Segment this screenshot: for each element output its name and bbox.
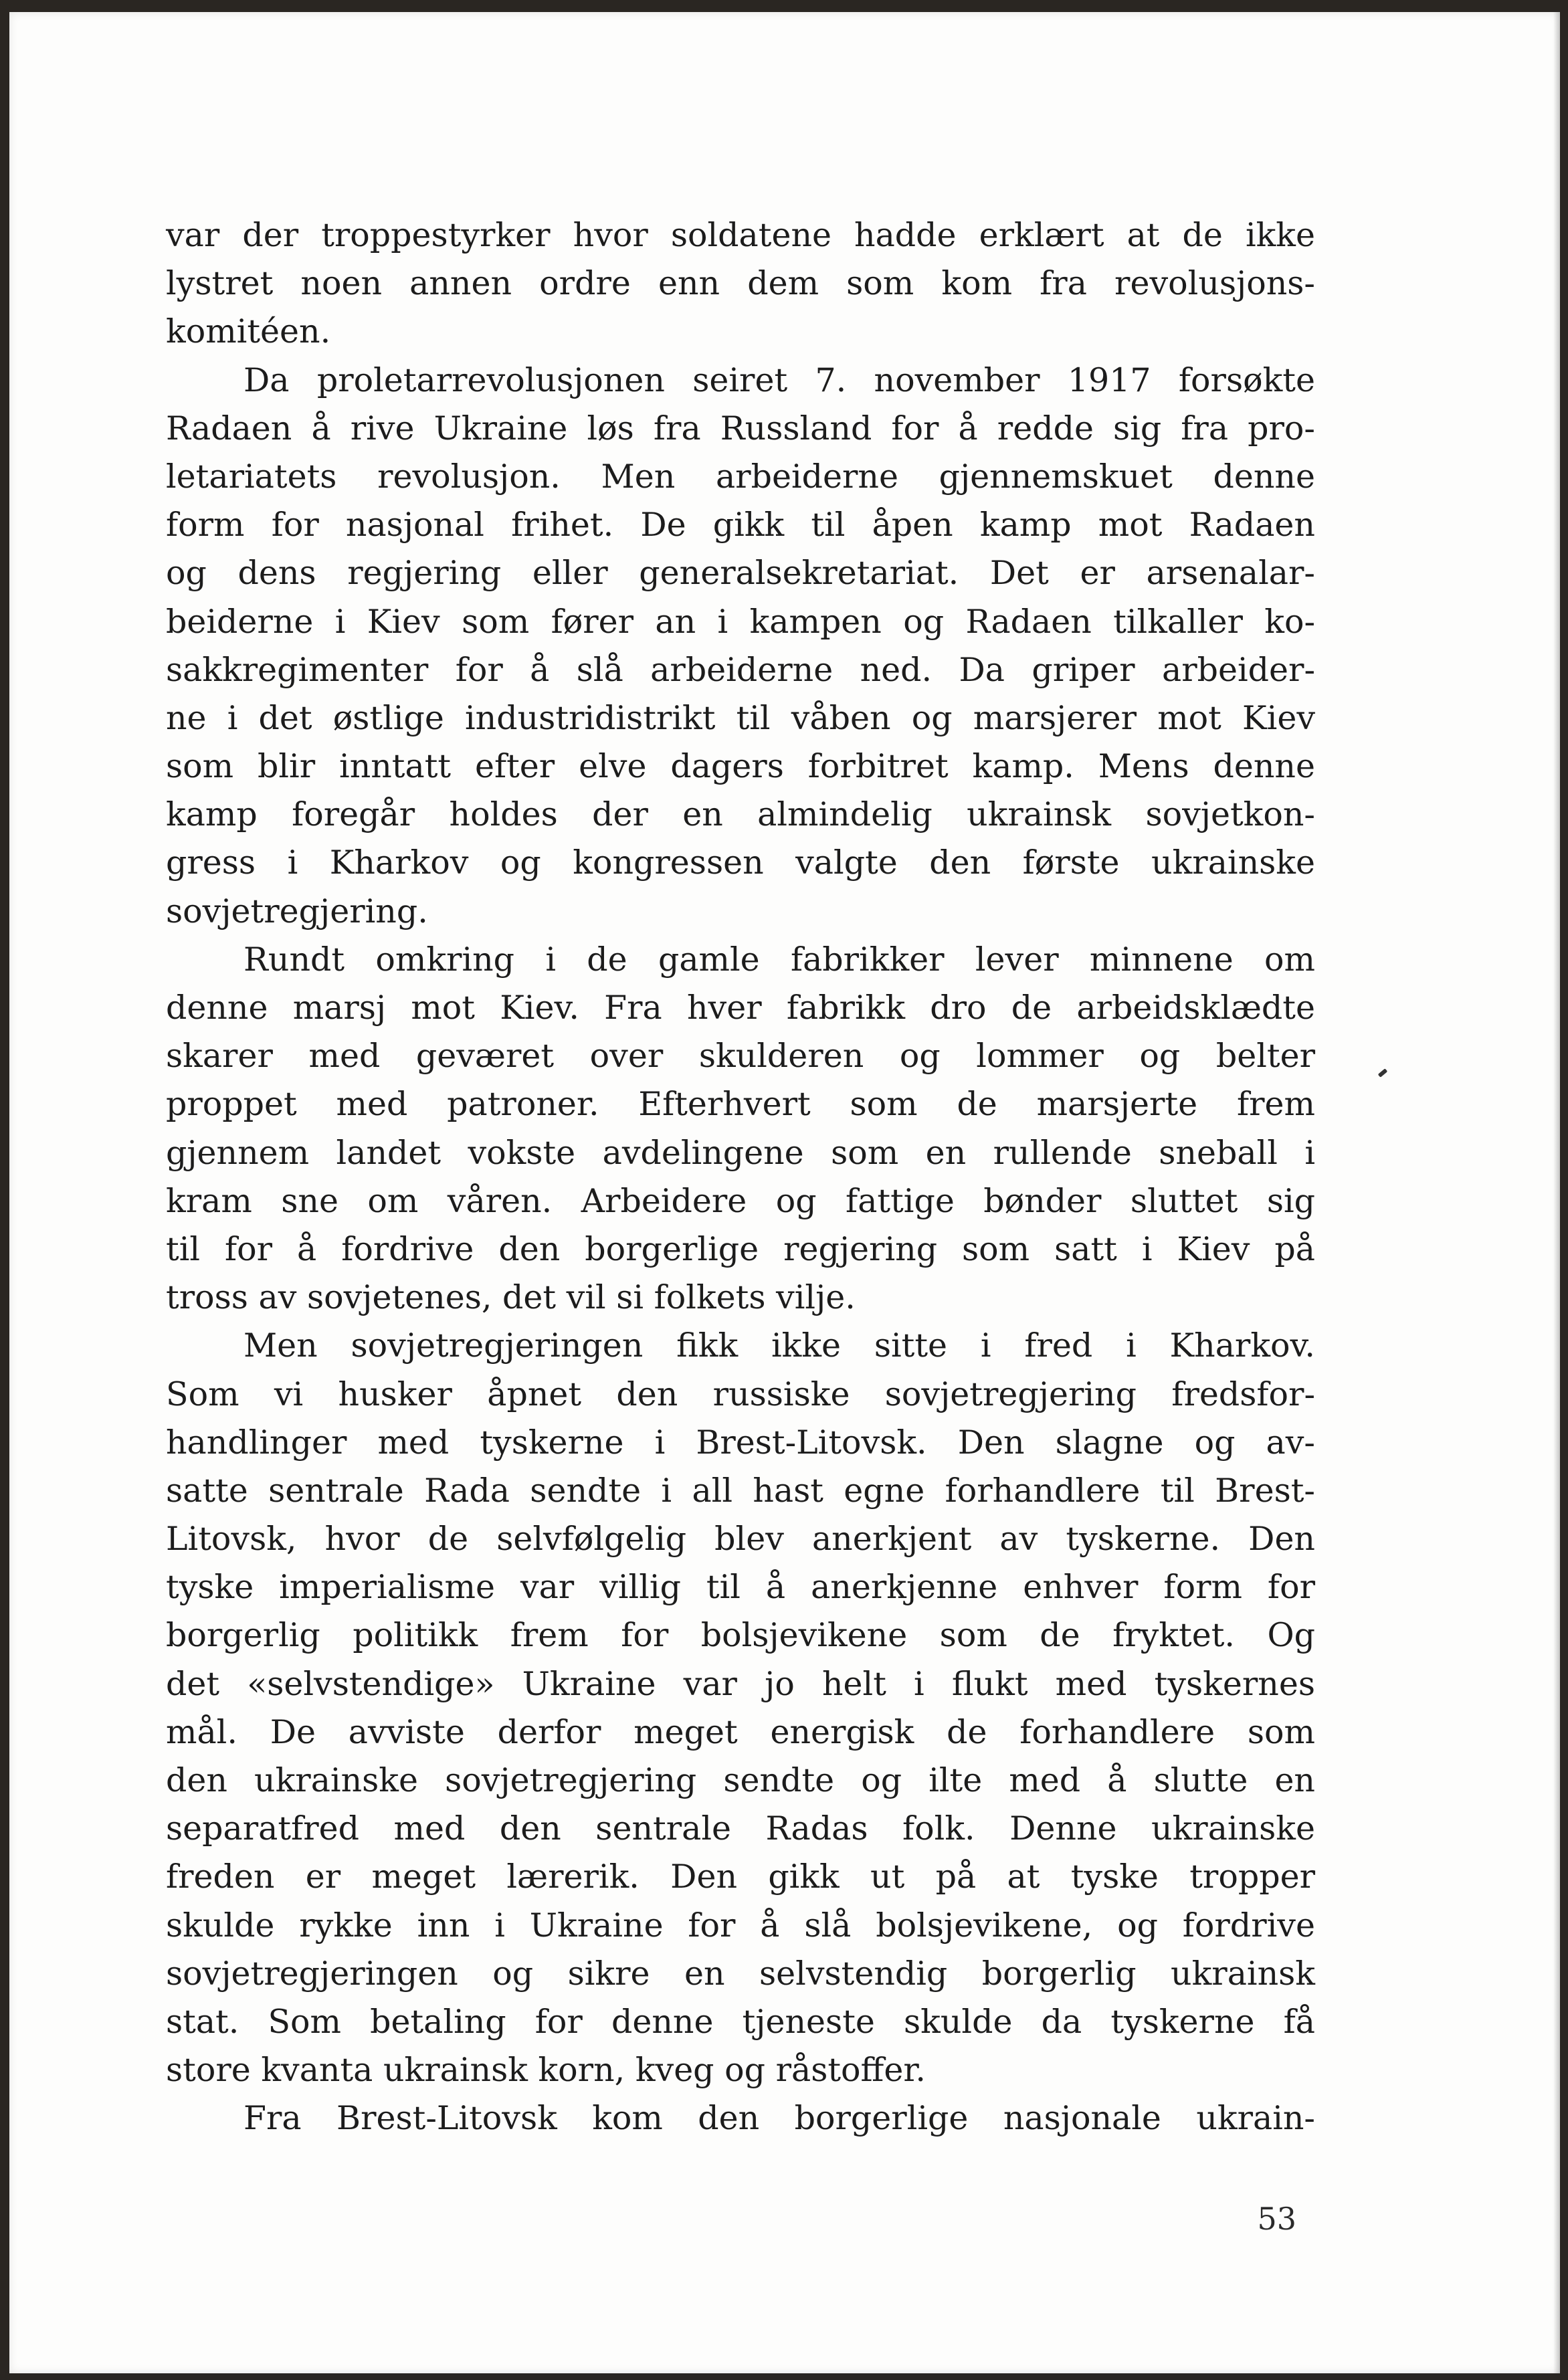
text-line: proppet med patroner. Efterhvert som de marsjerte frem: [166, 1085, 1315, 1124]
text-line: form for nasjonal frihet. De gikk til åpen kamp mot Radaen: [166, 506, 1315, 544]
text-line: det «selvstendige» Ukraine var jo helt i flukt med tyskernes: [166, 1664, 1315, 1703]
text-line: Radaen å rive Ukraine løs fra Russland for å redde sig fra pro-: [166, 409, 1315, 448]
text-line: sakkregimenter for å slå arbeiderne ned. Da griper arbeider-: [166, 650, 1315, 689]
text-line: sovjetregjeringen og sikre en selvstendig borgerlig ukrainsk: [166, 1954, 1315, 1993]
text-line: til for å fordrive den borgerlige regjering som satt i Kiev på: [166, 1229, 1315, 1268]
text-line: og dens regjering eller generalsekretariat. Det er arsenalar-: [166, 554, 1315, 593]
text-line: tyske imperialisme var villig til å anerkjenne enhver form for: [166, 1568, 1315, 1607]
text-line: separatfred med den sentrale Radas folk. Denne ukrainske: [166, 1809, 1315, 1848]
text-line: letariatets revolusjon. Men arbeiderne gjennemskuet denne: [166, 457, 1315, 496]
page-sheet: [9, 12, 1560, 2373]
text-line: stat. Som betaling for denne tjeneste skulde da tyskerne få: [166, 2002, 1315, 2041]
text-line: denne marsj mot Kiev. Fra hver fabrikk dro de arbeidsklædte: [166, 989, 1315, 1027]
text-line: Rundt omkring i de gamle fabrikker lever minnene om: [243, 940, 1315, 979]
text-line: freden er meget lærerik. Den gikk ut på at tyske tropper: [166, 1858, 1315, 1896]
text-line: den ukrainske sovjetregjering sendte og ilte med å slutte en: [166, 1761, 1315, 1799]
text-line: Men sovjetregjeringen fikk ikke sitte i fred i Kharkov.: [243, 1326, 1315, 1365]
text-line: satte sentrale Rada sendte i all hast egne forhandlere til Brest-: [166, 1471, 1315, 1510]
body-text: [166, 211, 1315, 2143]
text-line: skarer med geværet over skulderen og lommer og belter: [166, 1037, 1315, 1076]
text-line: store kvanta ukrainsk korn, kveg og råstoffer.: [166, 2051, 926, 2090]
page-number: 53: [1257, 2201, 1296, 2237]
text-line: kram sne om våren. Arbeidere og fattige bønder sluttet sig: [166, 1181, 1315, 1220]
margin-pencil-mark: [1378, 1068, 1388, 1078]
text-line: lystret noen annen ordre enn dem som kom fra revolusjons-: [166, 264, 1315, 303]
text-line: mål. De avviste derfor meget energisk de forhandlere som: [166, 1712, 1315, 1751]
text-line: handlinger med tyskerne i Brest-Litovsk. Den slagne og av-: [166, 1423, 1315, 1462]
text-line: ne i det østlige industridistrikt til våben og marsjerer mot Kiev: [166, 698, 1315, 737]
text-line: gress i Kharkov og kongressen valgte den første ukrainske: [166, 844, 1315, 882]
text-line: som blir inntatt efter elve dagers forbitret kamp. Mens denne: [166, 747, 1315, 786]
text-line: Fra Brest-Litovsk kom den borgerlige nasjonale ukrain-: [243, 2099, 1315, 2138]
text-line: Litovsk, hvor de selvfølgelig blev anerkjent av tyskerne. Den: [166, 1520, 1315, 1559]
text-line: borgerlig politikk frem for bolsjevikene som de fryktet. Og: [166, 1616, 1315, 1655]
text-line: Som vi husker åpnet den russiske sovjetregjering fredsfor-: [166, 1375, 1315, 1413]
page-edge-shadow: [1553, 12, 1560, 2373]
text-line: sovjetregjering.: [166, 892, 428, 930]
text-line: skulde rykke inn i Ukraine for å slå bolsjevikene, og fordrive: [166, 1906, 1315, 1945]
text-line: var der troppestyrker hvor soldatene hadde erklært at de ikke: [166, 216, 1315, 254]
text-line: tross av sovjetenes, det vil si folkets vilje.: [166, 1278, 856, 1317]
text-line: kamp foregår holdes der en almindelig ukrainsk sovjetkon-: [166, 795, 1315, 834]
text-line: Da proletarrevolusjonen seiret 7. november 1917 forsøkte: [243, 361, 1315, 399]
text-line: gjennem landet vokste avdelingene som en rullende sneball i: [166, 1133, 1315, 1172]
text-line: komitéen.: [166, 312, 331, 351]
text-line: beiderne i Kiev som fører an i kampen og Radaen tilkaller ko-: [166, 602, 1315, 641]
